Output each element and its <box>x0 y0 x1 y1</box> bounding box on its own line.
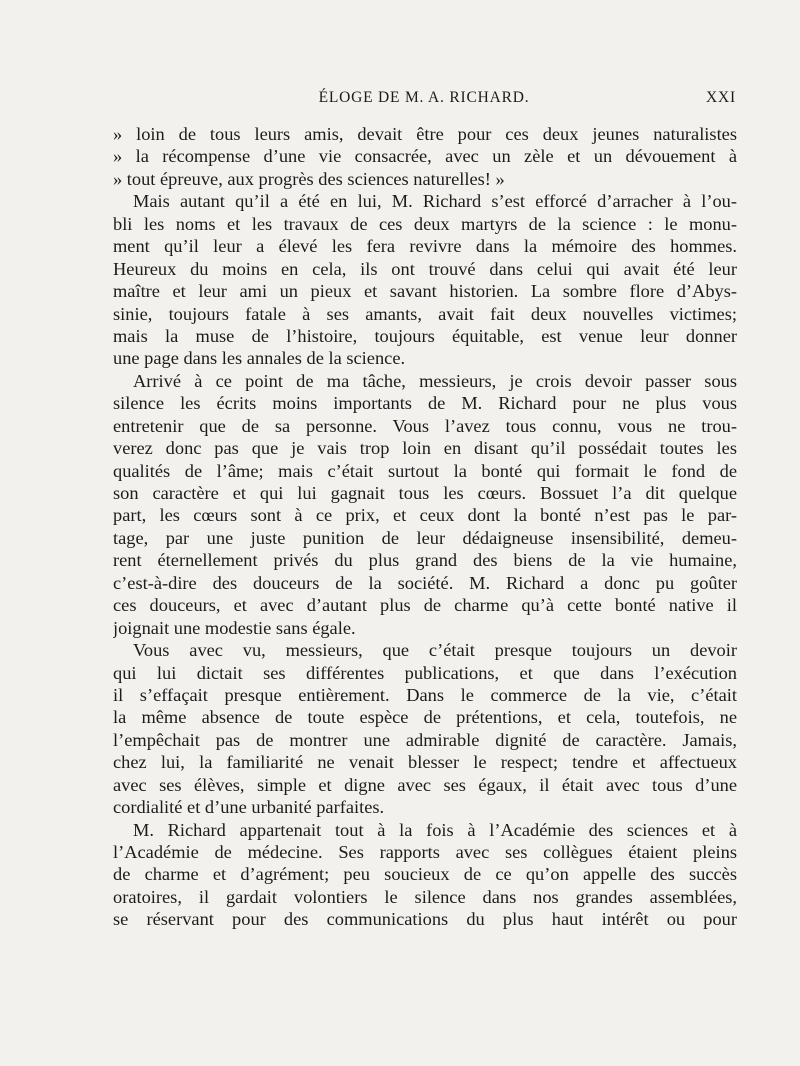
text-line: silence les écrits moins importants de M. Richard pour ne plus vous <box>113 393 737 414</box>
text-line: une page dans les annales de la science. <box>113 348 406 369</box>
text-line: qui lui dictait ses différentes publications, et que dans l’exécution <box>113 662 737 683</box>
text-line: chez lui, la familiarité ne venait blesser le respect; tendre et affectueux <box>113 752 737 773</box>
text-line: part, les cœurs sont à ce prix, et ceux dont la bonté n’est pas le par- <box>113 505 737 526</box>
page-number: XXI <box>706 89 736 106</box>
text-line: la même absence de toute espèce de prétentions, et cela, toutefois, ne <box>113 707 737 728</box>
text-line: il s’effaçait presque entièrement. Dans le commerce de la vie, c’était <box>113 684 737 705</box>
text-line: qualités de l’âme; mais c’était surtout la bonté qui formait le fond de <box>113 460 737 481</box>
text-line: oratoires, il gardait volontiers le silence dans nos grandes assemblées, <box>113 886 737 907</box>
text-line: Arrivé à ce point de ma tâche, messieurs, je crois devoir passer sous <box>133 370 737 391</box>
text-line: tage, par une juste punition de leur dédaigneuse insensibilité, demeu- <box>113 527 737 548</box>
text-line: Heureux du moins en cela, ils ont trouvé dans celui qui avait été leur <box>113 258 737 279</box>
text-line: maître et leur ami un pieux et savant historien. La sombre flore d’Abys- <box>113 281 737 302</box>
text-line: ment qu’il leur a élevé les fera revivre dans la mémoire des hommes. <box>113 236 737 257</box>
running-head <box>112 89 736 111</box>
text-line: cordialité et d’une urbanité parfaites. <box>113 797 385 818</box>
text-line: sinie, toujours fatale à ses amants, avait fait deux nouvelles victimes; <box>113 303 737 324</box>
text-line: de charme et d’agrément; peu soucieux de ce qu’on appelle des succès <box>113 864 737 885</box>
text-line: c’est-à-dire des douceurs de la société. M. Richard a donc pu goûter <box>113 572 737 593</box>
text-line: entretenir que de sa personne. Vous l’avez tous connu, vous ne trou- <box>113 415 737 436</box>
text-line: joignait une modestie sans égale. <box>113 617 356 638</box>
text-line: ces douceurs, et avec d’autant plus de charme qu’à cette bonté native il <box>113 595 737 616</box>
text-line: rent éternellement privés du plus grand des biens de la vie humaine, <box>113 550 737 571</box>
text-line: se réservant pour des communications du plus haut intérêt ou pour <box>113 909 737 930</box>
text-line: Vous avec vu, messieurs, que c’était presque toujours un devoir <box>133 640 737 661</box>
text-line: » tout épreuve, aux progrès des sciences naturelles! » <box>113 168 505 189</box>
text-line: l’Académie de médecine. Ses rapports avec ses collègues étaient pleins <box>113 842 737 862</box>
text-line: bli les noms et les travaux de ces deux martyrs de la science : le monu- <box>113 213 737 234</box>
text-line: avec ses élèves, simple et digne avec ses égaux, il était avec tous d’une <box>113 774 737 795</box>
text-line: verez donc pas que je vais trop loin en disant qu’il possédait toutes les <box>113 438 737 459</box>
text-line: mais la muse de l’histoire, toujours équitable, est venue leur donner <box>113 325 737 346</box>
text-line: » la récompense d’une vie consacrée, avec un zèle et un dévouement à <box>113 146 737 167</box>
running-head-title: ÉLOGE DE M. A. RICHARD. <box>318 89 530 106</box>
text-line: Mais autant qu’il a été en lui, M. Richard s’est efforcé d’arracher à l’ou- <box>133 191 737 212</box>
text-line: son caractère et qui lui gagnait tous les cœurs. Bossuet l’a dit quelque <box>113 483 737 503</box>
text-line: l’empêchait pas de montrer une admirable dignité de caractère. Jamais, <box>113 729 737 750</box>
text-line: M. Richard appartenait tout à la fois à l’Académie des sciences et à <box>133 819 737 840</box>
body-text <box>113 123 737 931</box>
text-line: » loin de tous leurs amis, devait être pour ces deux jeunes naturalistes <box>113 124 737 144</box>
